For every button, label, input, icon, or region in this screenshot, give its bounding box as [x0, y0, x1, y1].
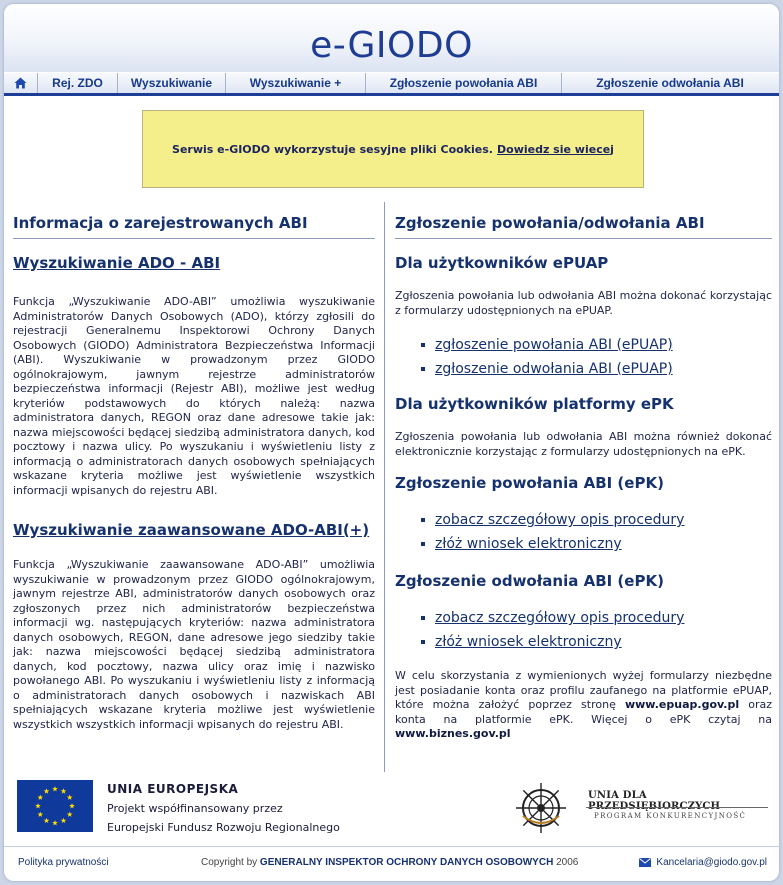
powolanie-submit-link[interactable]: złóż wniosek elektroniczny: [435, 536, 622, 552]
cookie-text: Serwis e-GIODO wykorzystuje sesyjne pliki Cookies.: [172, 142, 493, 156]
copyright-owner: GENERALNY INSPEKTOR OCHRONY DANYCH OSOBOWYCH: [259, 857, 554, 868]
epuap-description: Zgłoszenia powołania lub odwołania ABI można dokonać korzystając z formularzy udostępnionych na ePUAP.: [395, 289, 772, 317]
cookie-more-link[interactable]: Dowiedz sie wiecej: [497, 142, 614, 156]
udp-divider: [586, 807, 768, 808]
epuap-url: www.epuap.gov.pl: [624, 698, 740, 711]
powolanie-epk-heading: Zgłoszenie powołania ABI (ePK): [395, 474, 664, 492]
powolanie-procedure-link[interactable]: zobacz szczegółowy opis procedury: [435, 512, 685, 528]
envelope-icon: [639, 858, 651, 867]
left-column-title: Informacja o zarejestrowanych ABI: [13, 212, 375, 239]
footer-logos: [4, 774, 779, 846]
epk-description: Zgłoszenia powołania lub odwołania ABI można również dokonać elektronicznie korzystając z formularzy udostępnionych na ePK.: [395, 430, 772, 458]
copyright: [201, 857, 578, 868]
left-column: [13, 212, 375, 732]
footer-bar: [4, 846, 779, 878]
epuap-heading: Dla użytkowników ePUAP: [395, 254, 609, 272]
odwolanie-epk-links: [395, 607, 772, 655]
forms-info-part1: W celu skorzystania z wymienionych wyżej formularzy niezbędne jest posiadanie konta oraz profilu zaufanego na platformie ePUAP, które można założyć poprzez stronę: [395, 669, 772, 711]
odwolanie-procedure-link[interactable]: zobacz szczegółowy opis procedury: [435, 610, 685, 626]
column-divider: [384, 202, 385, 772]
forms-info-part2: oraz konta na platformie ePK. Więcej o ePK czytaj na: [395, 698, 772, 726]
epuap-powolanie-link[interactable]: zgłoszenie powołania ABI (ePUAP): [435, 337, 673, 353]
site-logo-title[interactable]: e-GIODO: [310, 25, 473, 66]
nav-wyszukiwanie-plus[interactable]: Wyszukiwanie +: [226, 73, 366, 93]
udp-subtitle: PROGRAM KONKURENCYJNOŚĆ: [594, 812, 747, 820]
copyright-prefix: Copyright by: [201, 857, 258, 868]
search-ado-abi-link[interactable]: Wyszukiwanie ADO - ABI: [13, 254, 221, 272]
udp-title: UNIA DLA: [588, 790, 647, 801]
nav-zgloszenie-powolania[interactable]: Zgłoszenie powołania ABI: [366, 73, 562, 93]
search-ado-abi-description: Funkcja „Wyszukiwanie ADO-ABI” umożliwia wyszukiwanie Administratorów Danych Osobowych (ADO), którzy zgłosili do rejestracji Generalnemu Inspektorowi Ochrony Danych Osobowych (GIODO) Administratora Bezpieczeństwa Informacji (ABI). Wyszukiwanie w prowadzonym przez GIODO ogólnokrajowym, jawnym rejestrze administratorów bezpieczeństwa informacji (Rejestr ABI), możliwe jest według kryteriów podstawowych do których należą: nazwa administratora danych, REGON oraz dane adresowe takie jak: nazwa miejscowości będącej siedzibą administratora danych, kod pocztowy i nazwa ulicy. Po wyszukaniu i wyświetleniu listy z informacją o administratorach danych osobowych spełniających wskazane kryteria możliwe jest wyświetlenie wszystkich informacji wpisanych do rejestru ABI.: [13, 295, 375, 497]
list-item: [395, 509, 772, 533]
list-item: [395, 631, 772, 655]
nav-home-button[interactable]: [4, 73, 38, 93]
nav-wyszukiwanie[interactable]: Wyszukiwanie: [118, 73, 226, 93]
list-item: [395, 533, 772, 557]
epk-heading: Dla użytkowników platformy ePK: [395, 395, 674, 413]
odwolanie-epk-heading: Zgłoszenie odwołania ABI (ePK): [395, 572, 664, 590]
page: [4, 4, 779, 881]
contact-email-link[interactable]: [639, 857, 767, 868]
biznes-url: www.biznes.gov.pl: [395, 727, 511, 740]
advanced-search-description: Funkcja „Wyszukiwanie zaawansowane ADO-ABI” umożliwia wyszukiwanie w prowadzonym przez GIODO ogólnokrajowym, jawnym rejestrze ABI, administratorów danych osobowych oraz zgłoszonych przez nich administratorów bezpieczeństwa informacji wg. następujących kryteriów: nazwa administratora danych osobowych, REGON, dane adresowe jego siedziby takie jak: nazwa miejscowości będącej siedzibą administratora danych, kod pocztowy, nazwa ulicy oraz imię i nazwisko powołanego ABI. Po wyszukaniu i wyświetleniu listy z informacją o administratorach danych osobowych i nazwiskach ABI spełniających wskazane kryteria możliwe jest wyświetlenie wszystkich wszystkich informacji wpisanych do rejestru ABI.: [13, 558, 375, 731]
list-item: [395, 358, 772, 382]
powolanie-epk-links: [395, 509, 772, 557]
contact-email: Kancelaria@giodo.gov.pl: [656, 857, 767, 868]
udp-wheel-logo-icon: [509, 776, 573, 840]
eu-title: UNIA EUROPEJSKA: [107, 782, 239, 796]
forms-info: [395, 669, 772, 742]
copyright-year: 2006: [556, 857, 579, 868]
main-navigation: [4, 72, 779, 96]
cookie-banner: [142, 110, 644, 188]
right-column-title: Zgłoszenie powołania/odwołania ABI: [395, 212, 772, 239]
header: [4, 4, 779, 72]
epuap-links: [395, 334, 772, 382]
eu-line1: Projekt współfinansowany przez: [107, 802, 283, 815]
right-column: [395, 212, 772, 742]
odwolanie-submit-link[interactable]: złóż wniosek elektroniczny: [435, 634, 622, 650]
nav-rej-zdo[interactable]: Rej. ZDO: [38, 73, 118, 93]
list-item: [395, 607, 772, 631]
privacy-policy-link[interactable]: Polityka prywatności: [18, 857, 109, 868]
epuap-odwolanie-link[interactable]: zgłoszenie odwołania ABI (ePUAP): [435, 361, 673, 377]
list-item: [395, 334, 772, 358]
nav-zgloszenie-odwolania[interactable]: Zgłoszenie odwołania ABI: [596, 76, 744, 90]
eu-line2: Europejski Fundusz Rozwoju Regionalnego: [107, 821, 340, 834]
eu-flag-icon: [17, 780, 93, 832]
advanced-search-link[interactable]: Wyszukiwanie zaawansowane ADO-ABI(+): [13, 521, 370, 539]
eu-text: [107, 780, 340, 837]
home-icon: [14, 77, 27, 89]
